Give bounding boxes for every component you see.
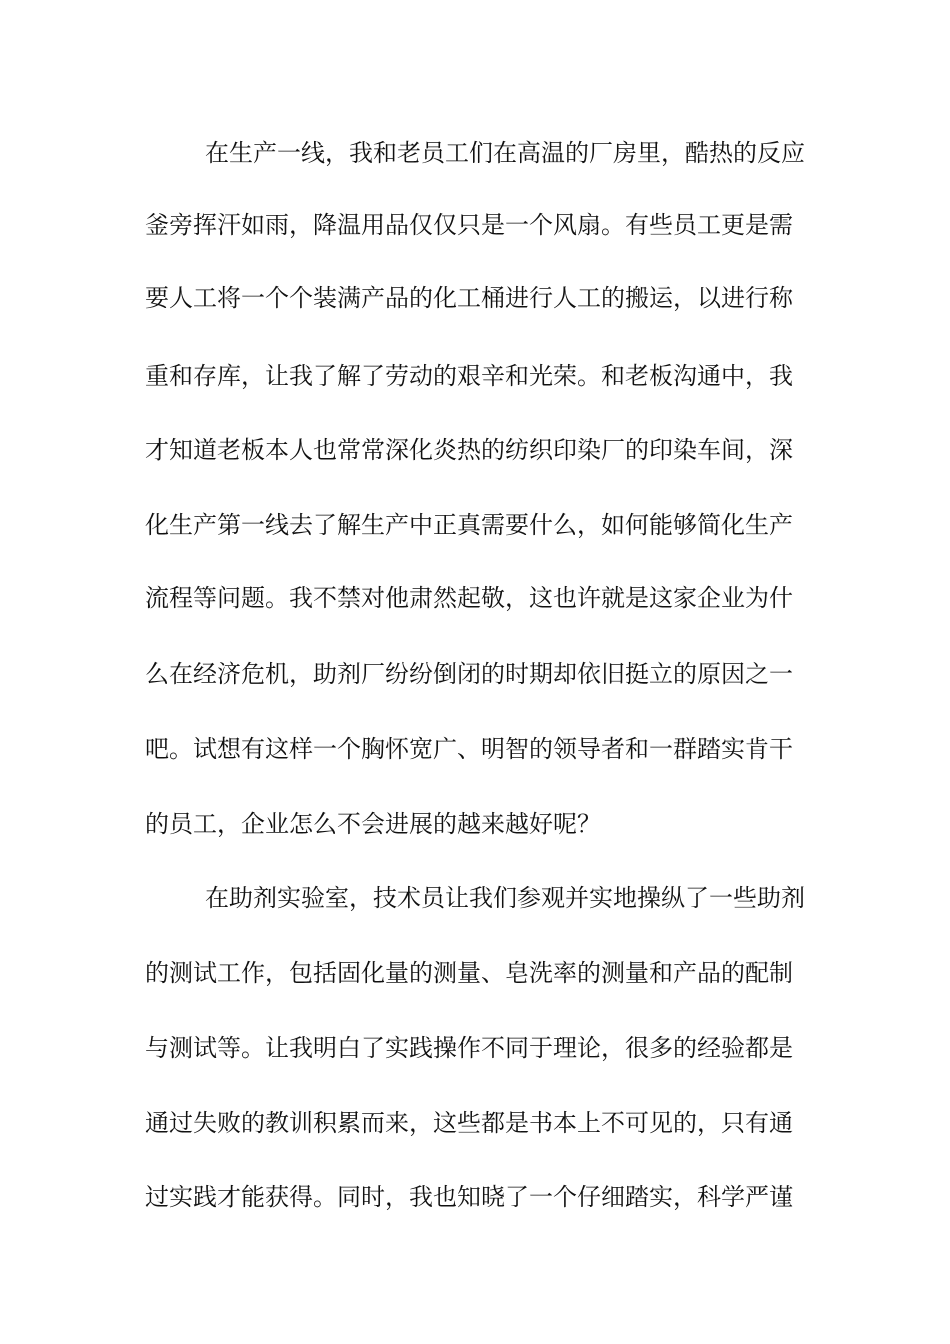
paragraph-1-line-2: 釜旁挥汗如雨，降温用品仅仅只是一个风扇。有些员工更是需 (145, 211, 793, 239)
paragraph-1-line-6: 化生产第一线去了解生产中正真需要什么，如何能够简化生产 (145, 511, 793, 539)
paragraph-1-line-7: 流程等问题。我不禁对他肃然起敬，这也许就是这家企业为什 (145, 584, 793, 612)
paragraph-2-line-5: 过实践才能获得。同时，我也知晓了一个仔细踏实，科学严谨 (145, 1183, 793, 1211)
paragraph-2-line-1: 在助剂实验室，技术员让我们参观并实地操纵了一些助剂 (205, 884, 805, 912)
paragraph-1-line-4: 重和存库，让我了解了劳动的艰辛和光荣。和老板沟通中，我 (145, 362, 793, 390)
paragraph-1-line-1: 在生产一线，我和老员工们在高温的厂房里，酷热的反应 (205, 139, 805, 167)
paragraph-1-line-3: 要人工将一个个装满产品的化工桶进行人工的搬运，以进行称 (145, 284, 793, 312)
paragraph-1-line-5: 才知道老板本人也常常深化炎热的纺织印染厂的印染车间，深 (145, 436, 793, 464)
paragraph-2-line-3: 与测试等。让我明白了实践操作不同于理论，很多的经验都是 (145, 1034, 793, 1062)
paragraph-2-line-4: 通过失败的教训积累而来，这些都是书本上不可见的，只有通 (145, 1109, 793, 1137)
paragraph-1-line-10: 的员工，企业怎么不会进展的越来越好呢？ (145, 810, 601, 838)
paragraph-2-line-2: 的测试工作，包括固化量的测量、皂洗率的测量和产品的配制 (145, 959, 793, 987)
paragraph-1-line-8: 么在经济危机，助剂厂纷纷倒闭的时期却依旧挺立的原因之一 (145, 660, 793, 688)
paragraph-1-line-9: 吧。试想有这样一个胸怀宽广、明智的领导者和一群踏实肯干 (145, 735, 793, 763)
